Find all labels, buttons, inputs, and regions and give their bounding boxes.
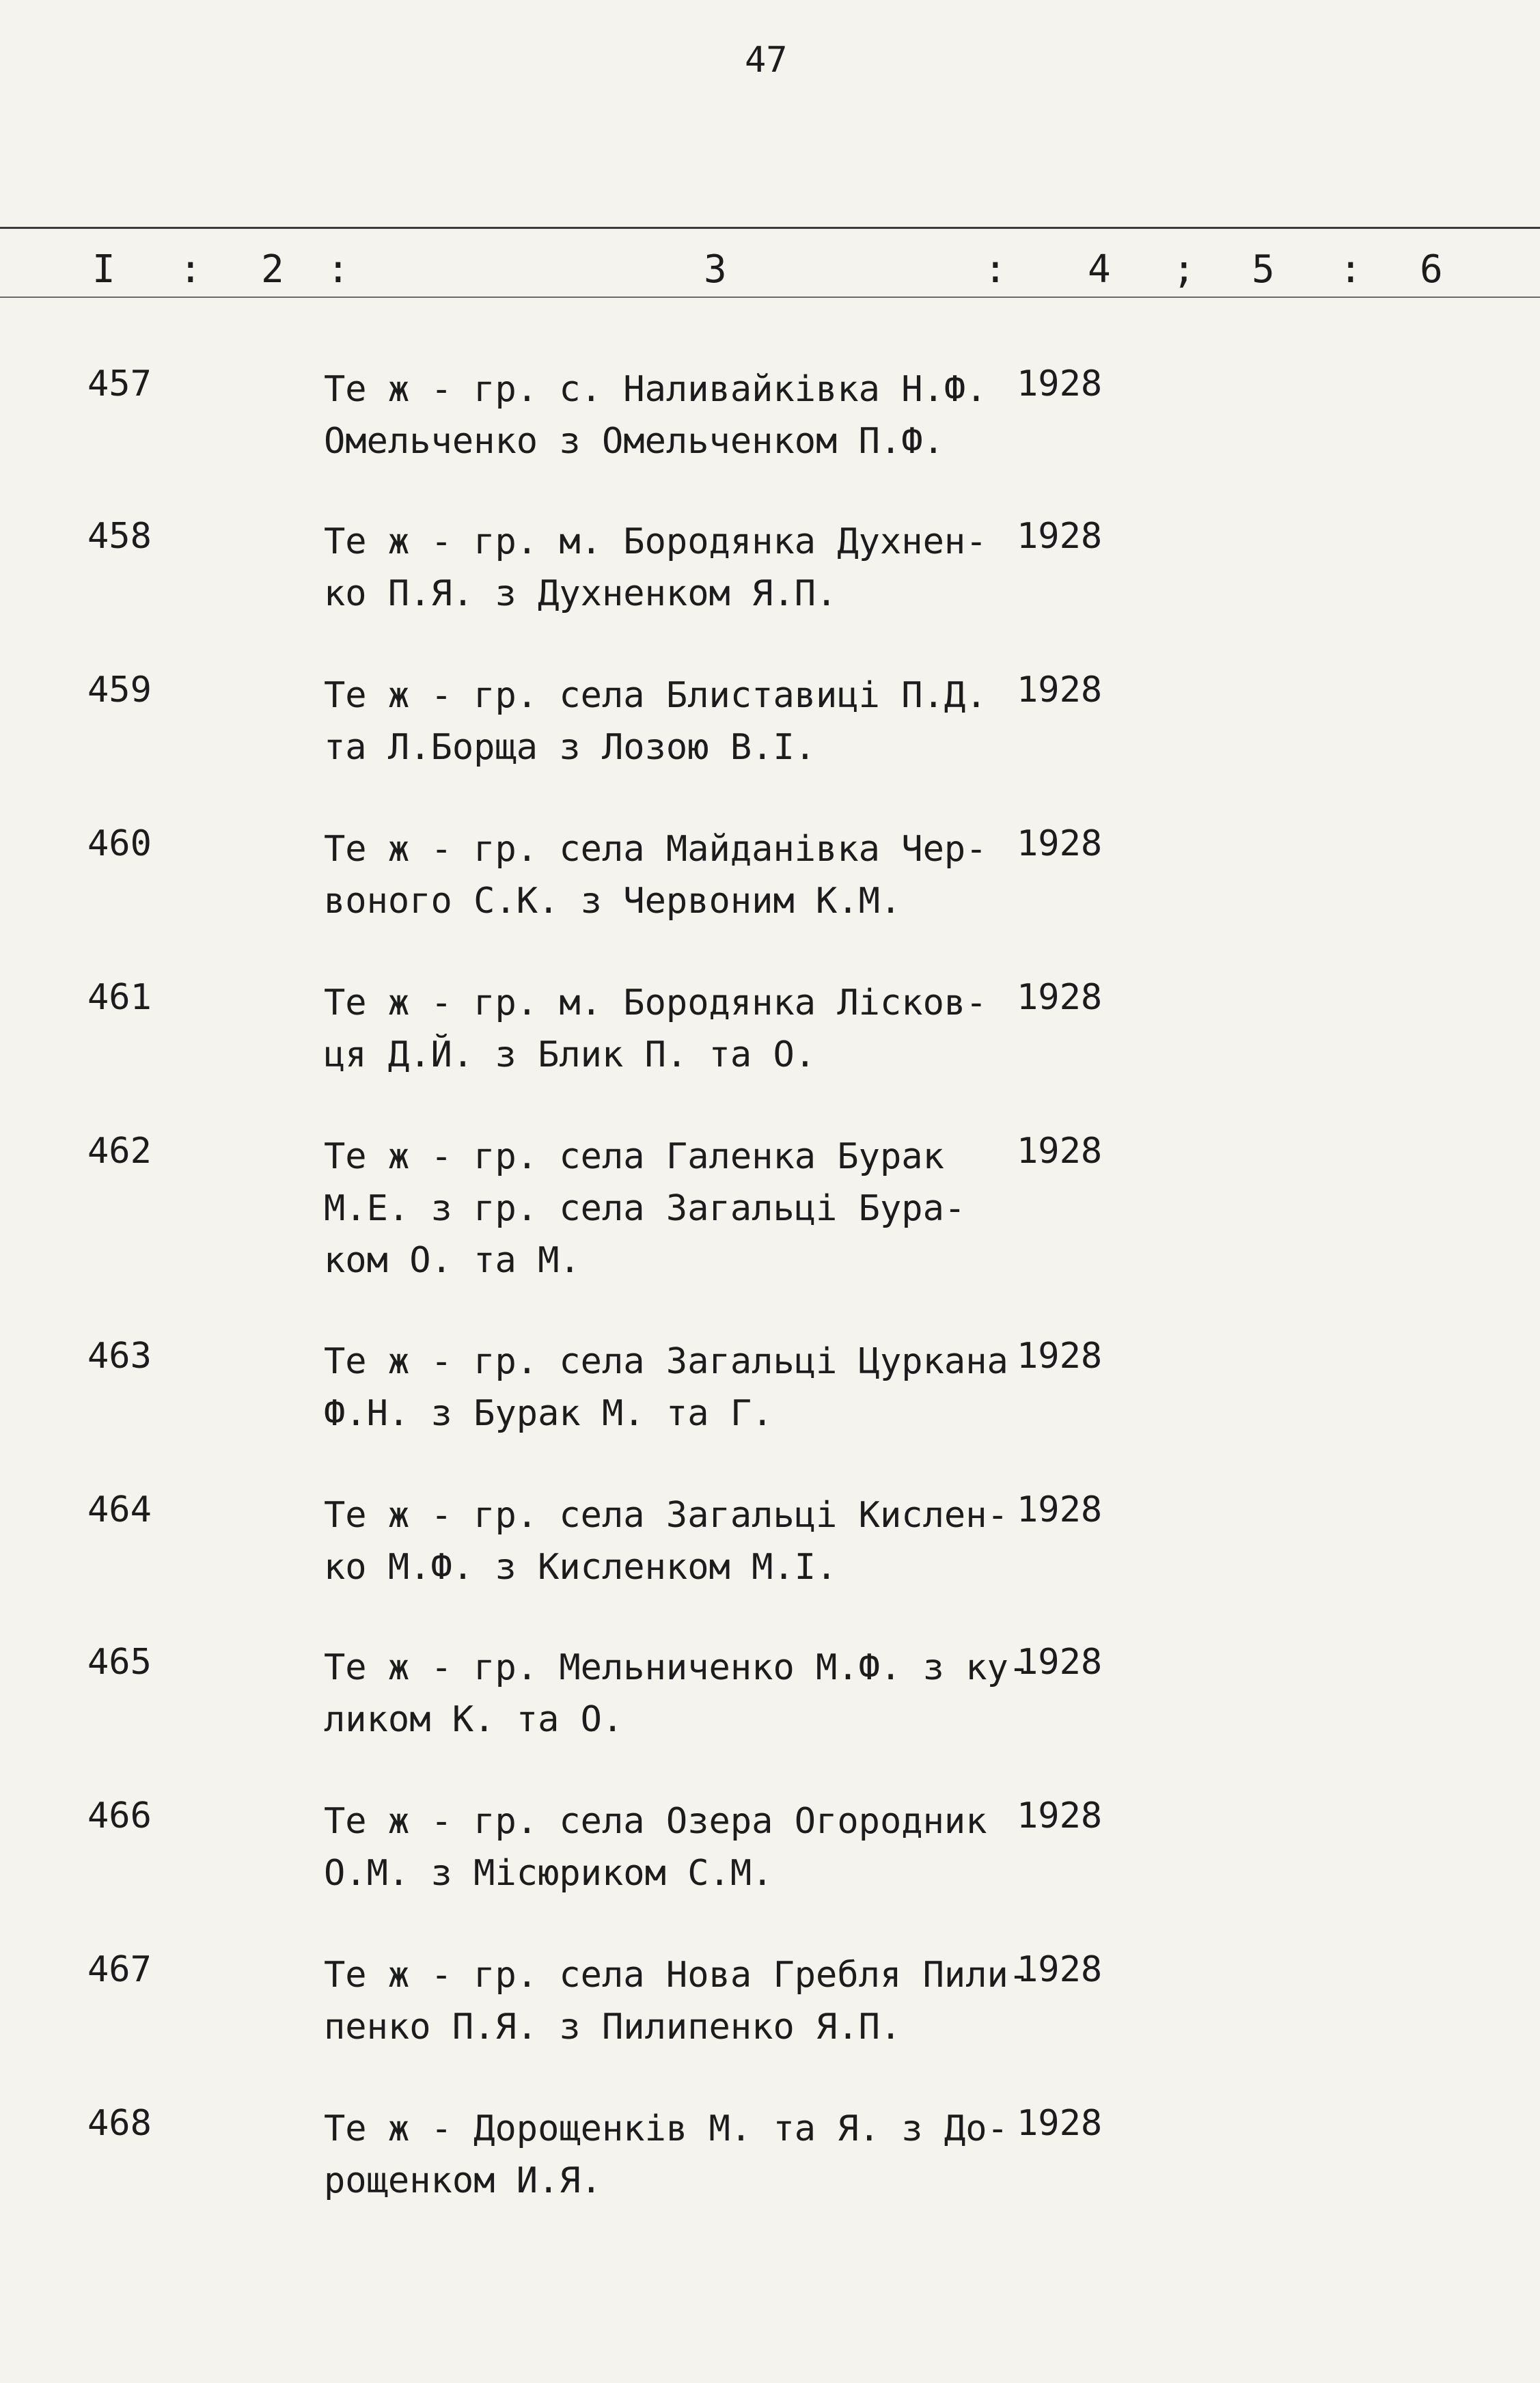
entry-description <box>324 1336 1008 1440</box>
entry-year: 1928 <box>1017 516 1103 557</box>
description-line: ця Д.Й. з Блик П. та О. <box>324 1034 816 1075</box>
page-number: 47 <box>745 40 788 81</box>
column-separator: : <box>327 247 350 292</box>
entry-description <box>324 823 987 927</box>
description-line: Те ж - Дорощенків М. та Я. з До- <box>324 2108 1008 2149</box>
description-line: ко М.Ф. з Кисленком М.І. <box>324 1547 838 1588</box>
entry-number: 461 <box>87 977 152 1018</box>
description-line: Омельченко з Омельченком П.Ф. <box>324 421 944 462</box>
column-separator: : <box>1339 247 1362 292</box>
description-line: М.Е. з гр. села Загальці Бура- <box>324 1188 966 1229</box>
entry-number: 468 <box>87 2103 152 2144</box>
entry-description <box>324 1949 1030 2053</box>
entry-year: 1928 <box>1017 1336 1103 1377</box>
entry-description <box>324 670 987 773</box>
description-line: Те ж - гр. м. Бородянка Духнен- <box>324 521 987 562</box>
description-line: ликом К. та О. <box>324 1699 624 1740</box>
entry-year: 1928 <box>1017 1949 1103 1990</box>
column-header-6: 6 <box>1420 247 1443 292</box>
description-line: ко П.Я. з Духненком Я.П. <box>324 573 838 614</box>
entry-year: 1928 <box>1017 1642 1103 1683</box>
entry-year: 1928 <box>1017 1795 1103 1836</box>
entry-number: 465 <box>87 1642 152 1683</box>
description-line: О.М. з Місюриком С.М. <box>324 1853 773 1894</box>
column-header-3: 3 <box>704 247 727 292</box>
entry-description <box>324 977 987 1081</box>
entry-description <box>324 363 987 467</box>
entry-number: 458 <box>87 516 152 557</box>
entry-year: 1928 <box>1017 1489 1103 1530</box>
entry-year: 1928 <box>1017 363 1103 404</box>
description-line: Те ж - гр. села Майданівка Чер- <box>324 829 987 870</box>
entry-number: 467 <box>87 1949 152 1990</box>
description-line: Ф.Н. з Бурак М. та Г. <box>324 1393 773 1434</box>
entry-description <box>324 1642 1030 1746</box>
column-separator: : <box>179 247 202 292</box>
description-line: Те ж - гр. села Озера Огородник <box>324 1801 987 1842</box>
entry-year: 1928 <box>1017 977 1103 1018</box>
description-line: ком О. та М. <box>324 1240 581 1281</box>
entry-number: 464 <box>87 1489 152 1530</box>
entry-year: 1928 <box>1017 670 1103 711</box>
description-line: Те ж - гр. села Блиставиці П.Д. <box>324 675 987 716</box>
entry-number: 457 <box>87 363 152 404</box>
entry-year: 1928 <box>1017 2103 1103 2144</box>
entry-year: 1928 <box>1017 1131 1103 1172</box>
description-line: Те ж - гр. м. Бородянка Лісков- <box>324 982 987 1023</box>
entry-year: 1928 <box>1017 823 1103 864</box>
entry-number: 463 <box>87 1336 152 1377</box>
column-separator: ; <box>1172 247 1196 292</box>
description-line: рощенком И.Я. <box>324 2160 602 2201</box>
entry-description <box>324 2103 1008 2207</box>
column-header-4: 4 <box>1088 247 1111 292</box>
entry-description <box>324 1795 987 1899</box>
entry-description <box>324 1131 965 1286</box>
column-header-1: I <box>92 247 115 292</box>
description-line: та Л.Борща з Лозою В.І. <box>324 727 816 768</box>
description-line: Те ж - гр. села Загальці Цуркана <box>324 1341 1008 1382</box>
header-rule-bottom <box>0 297 1540 298</box>
header-rule-top <box>0 227 1540 229</box>
description-line: Те ж - гр. с. Наливайківка Н.Ф. <box>324 369 987 410</box>
description-line: Те ж - гр. села Нова Гребля Пили- <box>324 1955 1030 1996</box>
column-header-2: 2 <box>261 247 284 292</box>
entry-number: 466 <box>87 1795 152 1836</box>
entry-number: 462 <box>87 1131 152 1172</box>
entry-number: 460 <box>87 823 152 864</box>
description-line: Те ж - гр. села Загальці Кислен- <box>324 1495 1008 1536</box>
entry-description <box>324 516 987 620</box>
column-separator: : <box>984 247 1007 292</box>
description-line: воного С.К. з Червоним К.М. <box>324 881 902 922</box>
description-line: Те ж - гр. села Галенка Бурак <box>324 1136 944 1177</box>
description-line: Те ж - гр. Мельниченко М.Ф. з ку- <box>324 1647 1030 1688</box>
entry-description <box>324 1489 1008 1593</box>
column-header-5: 5 <box>1252 247 1275 292</box>
description-line: пенко П.Я. з Пилипенко Я.П. <box>324 2007 902 2048</box>
entry-number: 459 <box>87 670 152 711</box>
